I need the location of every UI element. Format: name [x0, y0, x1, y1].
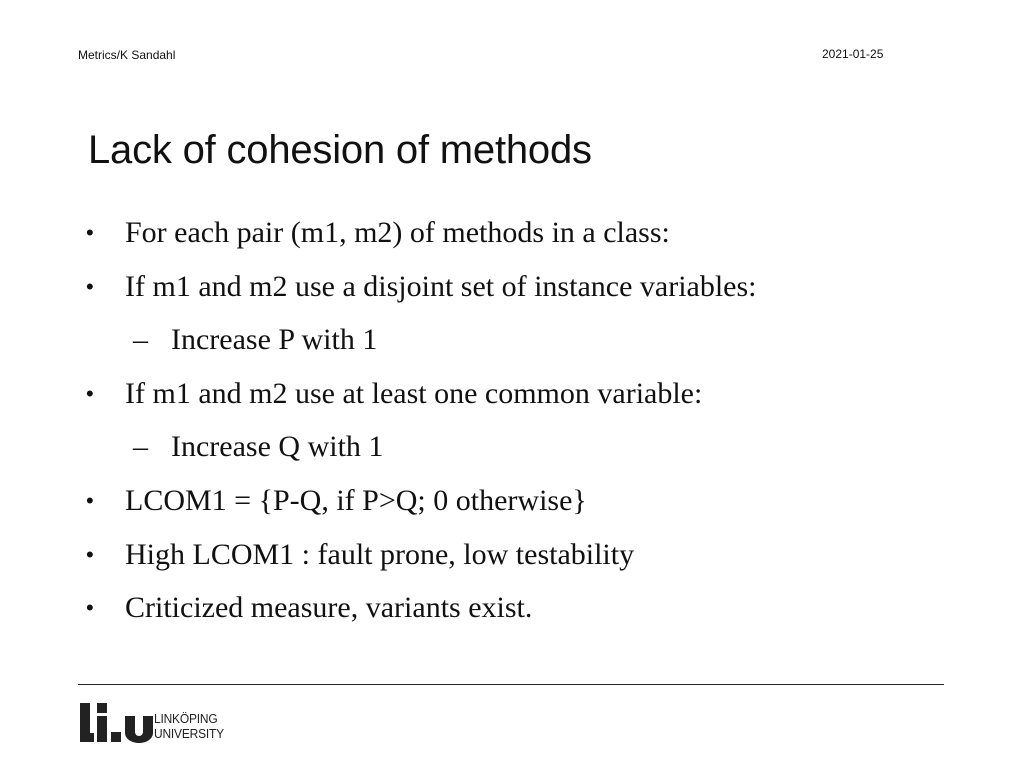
bullet-item: [0, 528, 1024, 582]
logo-line-1: LINKÖPING: [154, 711, 218, 726]
bullet-marker: •: [86, 595, 94, 621]
bullet-item: [0, 581, 1024, 635]
bullet-text: LCOM1 = {P-Q, if P>Q; 0 otherwise}: [125, 483, 587, 517]
bullet-item: [0, 474, 1024, 528]
bullet-item: [0, 367, 1024, 421]
sub-bullet-marker: –: [133, 430, 148, 464]
slide-title: Lack of cohesion of methods: [88, 128, 592, 172]
bullet-text: For each pair (m1, m2) of methods in a class:: [125, 216, 670, 249]
bullet-marker: •: [86, 380, 94, 406]
header-date: 2021-01-25: [822, 47, 884, 61]
sub-bullet-text: Increase Q with 1: [171, 430, 384, 464]
bullet-marker: •: [86, 220, 94, 245]
bullet-list: [0, 206, 1024, 635]
bullet-item: [0, 260, 1024, 314]
bullet-item: [0, 206, 1024, 260]
bullet-marker: •: [86, 273, 94, 299]
sub-bullet-item: [0, 313, 1024, 367]
bullet-text: High LCOM1 : fault prone, low testability: [125, 537, 635, 571]
sub-bullet-text: Increase P with 1: [171, 323, 378, 357]
logo-line-2: UNIVERSITY: [154, 726, 224, 741]
sub-bullet-item: [0, 420, 1024, 474]
bullet-marker: •: [86, 541, 94, 567]
sub-bullet-marker: –: [133, 323, 148, 357]
logo-wordmark: [154, 711, 224, 741]
header-author: Metrics/K Sandahl: [78, 48, 176, 62]
bullet-text: If m1 and m2 use at least one common variable:: [125, 376, 703, 410]
bullet-text: Criticized measure, variants exist.: [125, 591, 533, 625]
footer-divider: [78, 684, 944, 685]
bullet-text: If m1 and m2 use a disjoint set of instance variables:: [125, 269, 757, 303]
bullet-marker: •: [86, 487, 94, 513]
